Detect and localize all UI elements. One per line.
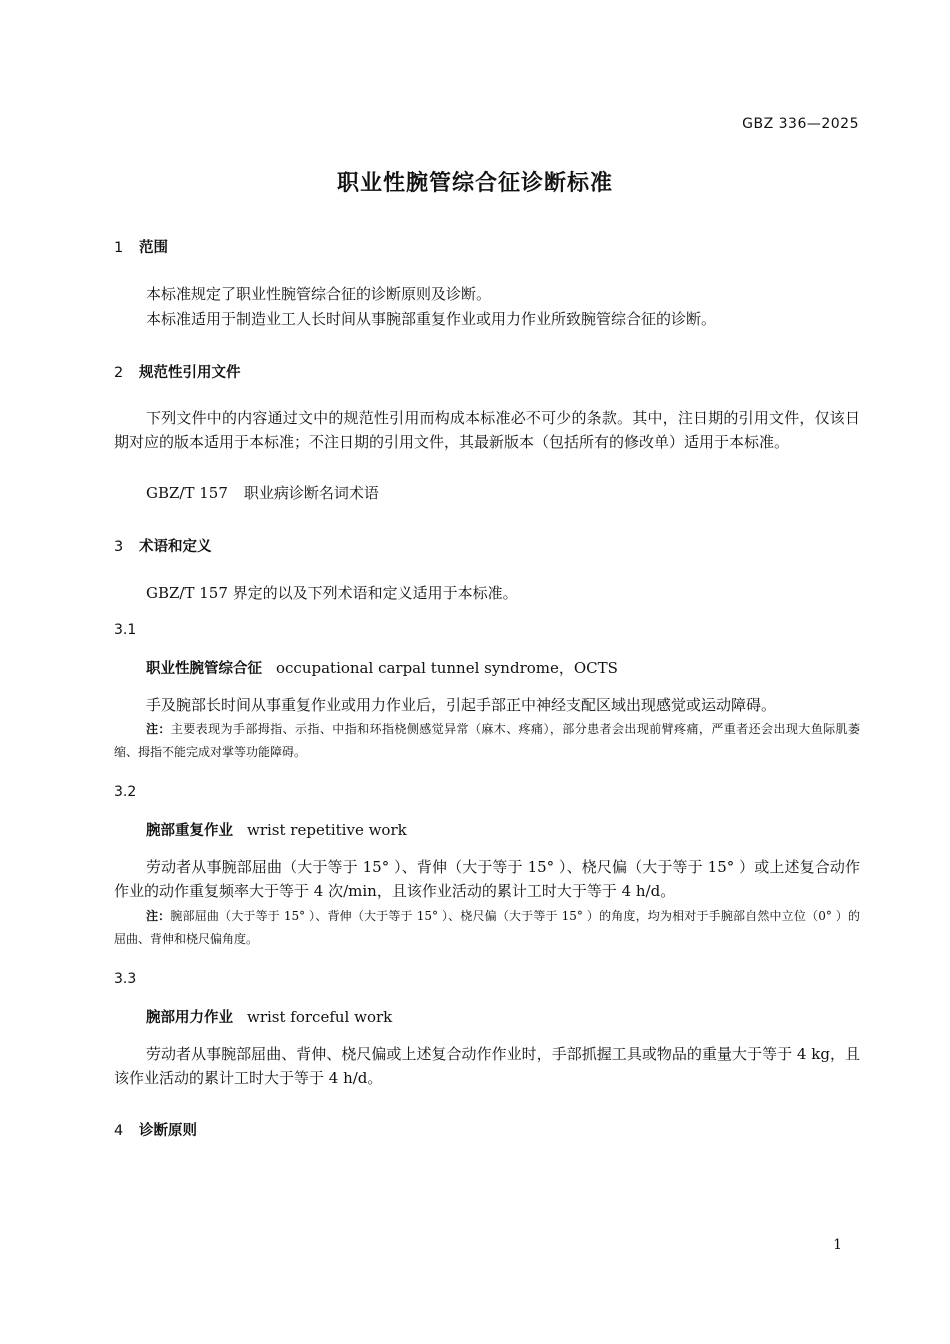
section-title: 范围 xyxy=(139,240,168,256)
section-number: 4 xyxy=(114,1123,124,1139)
reference-code: GBZ/T 157 xyxy=(146,484,228,502)
section-3-paragraph-1: GBZ/T 157 界定的以及下列术语和定义适用于本标准。 xyxy=(146,584,518,602)
term-english: occupational carpal tunnel syndrome，OCTS xyxy=(276,659,618,677)
term-english: wrist forceful work xyxy=(247,1008,393,1026)
section-3-heading xyxy=(114,535,212,556)
term-3-3-number: 3.3 xyxy=(114,971,137,987)
document-code: GBZ 336—2025 xyxy=(742,116,859,132)
term-chinese: 腕部重复作业 xyxy=(146,823,233,839)
term-3-1-heading xyxy=(146,657,618,678)
document-title: 职业性腕管综合征诊断标准 xyxy=(336,171,613,196)
section-title: 规范性引用文件 xyxy=(139,365,241,381)
note-text: 主要表现为手部拇指、示指、中指和环指桡侧感觉异常（麻木、疼痛），部分患者会出现前臂疼痛，严重者还会出现大鱼际肌萎缩、拇指不能完成对掌等功能障碍。 xyxy=(114,722,860,759)
term-3-3-heading xyxy=(146,1006,392,1027)
section-4-heading xyxy=(114,1119,197,1140)
section-2-heading xyxy=(114,361,241,382)
reference-title: 职业病诊断名词术语 xyxy=(243,484,379,502)
term-chinese: 职业性腕管综合征 xyxy=(146,661,262,677)
normative-reference xyxy=(114,481,860,505)
term-english: wrist repetitive work xyxy=(247,821,407,839)
term-3-2-number: 3.2 xyxy=(114,784,137,800)
section-title: 诊断原则 xyxy=(139,1123,197,1139)
section-2-paragraph-1: 下列文件中的内容通过文中的规范性引用而构成本标准必不可少的条款。其中，注日期的引用文件，仅该日期对应的版本适用于本标准；不注日期的引用文件，其最新版本（包括所有的修改单）适用于本标准。 xyxy=(114,409,860,451)
section-1-paragraph-2: 本标准适用于制造业工人长时间从事腕部重复作业或用力作业所致腕管综合征的诊断。 xyxy=(146,310,717,328)
page-number: 1 xyxy=(833,1237,842,1253)
term-3-2-definition: 劳动者从事腕部屈曲（大于等于 15° ）、背伸（大于等于 15° ）、桡尺偏（大于等于 15° ）或上述复合动作作业的动作重复频率大于等于 4 次/min，且该作业活动的累计工时大于等于 4 h/d。 xyxy=(114,858,860,900)
note-label: 注： xyxy=(146,722,171,736)
section-1-heading xyxy=(114,236,168,257)
term-3-1-definition: 手及腕部长时间从事重复作业或用力作业后，引起手部正中神经支配区域出现感觉或运动障碍。 xyxy=(146,696,777,714)
term-3-1-note xyxy=(114,718,860,764)
term-3-1-number: 3.1 xyxy=(114,622,137,638)
term-chinese: 腕部用力作业 xyxy=(146,1010,233,1026)
note-label: 注： xyxy=(146,909,171,923)
term-3-3-definition: 劳动者从事腕部屈曲、背伸、桡尺偏或上述复合动作作业时，手部抓握工具或物品的重量大于等于 4 kg，且该作业活动的累计工时大于等于 4 h/d。 xyxy=(114,1045,860,1087)
section-number: 1 xyxy=(114,240,124,256)
section-title: 术语和定义 xyxy=(139,539,212,555)
term-3-2-note xyxy=(114,905,860,951)
term-3-2-heading xyxy=(146,819,407,840)
section-number: 2 xyxy=(114,365,124,381)
note-text: 腕部屈曲（大于等于 15° ）、背伸（大于等于 15° ）、桡尺偏（大于等于 15° ）的角度，均为相对于手腕部自然中立位（0° ）的屈曲、背伸和桡尺偏角度。 xyxy=(114,909,860,946)
section-1-paragraph-1: 本标准规定了职业性腕管综合征的诊断原则及诊断。 xyxy=(146,285,492,303)
section-number: 3 xyxy=(114,539,124,555)
